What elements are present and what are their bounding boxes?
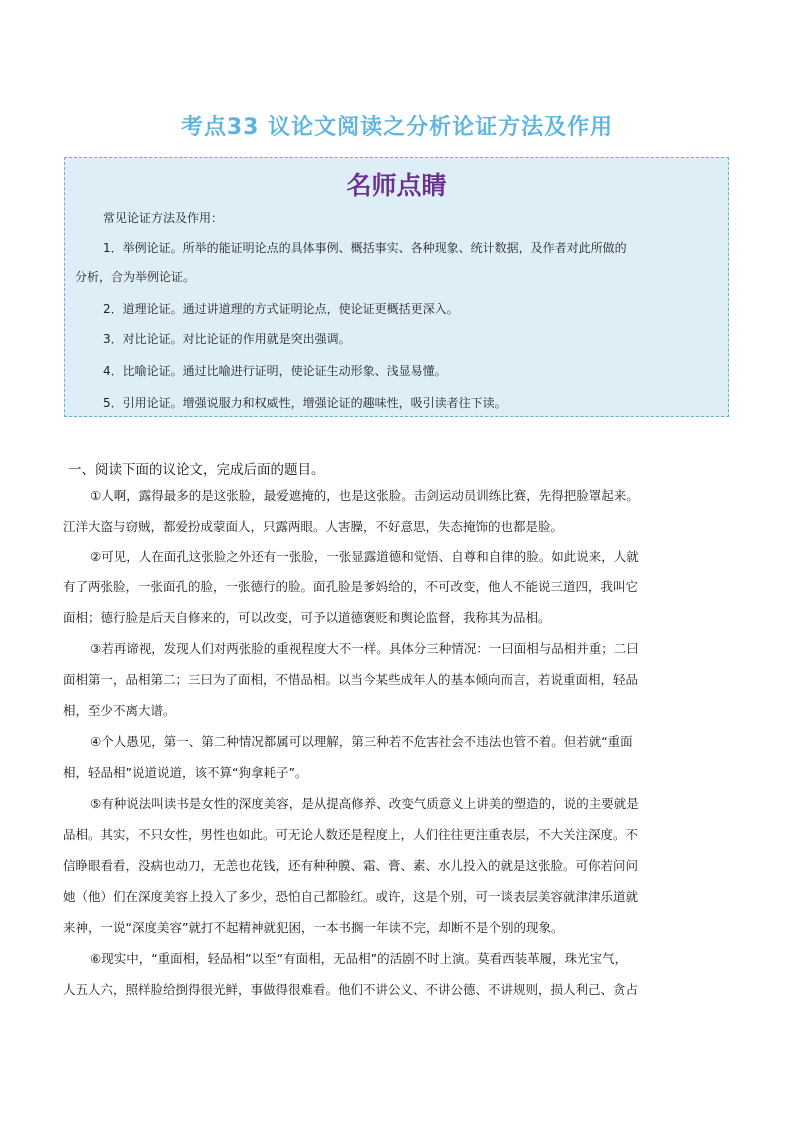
- passage-line: 人五人六，照样脸给捯得很光鲜，事做得很难看。他们不讲公义、不讲公德、不讲规则，损人利己、贪占: [63, 982, 639, 997]
- passage-line: 来神，一说“深度美容”就打不起精神就犯困，一本书搁一年读不完，却断不是个别的现象。: [63, 920, 564, 935]
- tip-line: 分析，合为举例论证。: [75, 270, 196, 284]
- passage-line: 信睁眼看看，没病也动刀，无恙也花钱，还有种种膜、霜、膏、素、水儿投入的就是这张脸。可你若问问: [63, 858, 639, 873]
- passage-line: ①人啊，露得最多的是这张脸，最爱遮掩的，也是这张脸。击剑运动员训练比赛，先得把脸罩起来。: [90, 488, 639, 503]
- passage-line: 有了两张脸，一张面孔的脸，一张德行的脸。面孔脸是爹妈给的，不可改变，他人不能说三道四，我叫它: [63, 579, 639, 594]
- page-title: 考点33 议论文阅读之分析论证方法及作用: [180, 115, 614, 140]
- passage-line: 面相第一，品相第二；三曰为了面相，不惜品相。以当今某些成年人的基本倾向而言，若说重面相，轻品: [63, 672, 639, 687]
- tip-line: 5．引用论证。增强说服力和权威性，增强论证的趣味性，吸引读者往下读。: [103, 396, 507, 410]
- passage-line: 相，轻品相”说道说道，该不算“狗拿耗子”。: [63, 765, 308, 780]
- tip-line: 1．举例论证。所举的能证明论点的具体事例、概括事实、各种现象、统计数据，及作者对此所做的: [103, 241, 627, 255]
- passage-line: ⑥现实中，“重面相，轻品相”以至“有面相，无品相”的活剧不时上演。莫看西装革履，珠光宝气，: [90, 951, 628, 966]
- tip-box: [64, 157, 729, 417]
- tip-line: 常见论证方法及作用：: [103, 211, 224, 225]
- passage-line: 面相；德行脸是后天自修来的，可以改变，可予以道德褒贬和舆论监督，我称其为品相。: [63, 610, 551, 625]
- passage-line: 相，至少不离大谱。: [63, 703, 176, 718]
- passage-line: ⑤有种说法叫读书是女性的深度美容，是从提高修养、改变气质意义上讲美的塑造的，说的主要就是: [90, 796, 639, 811]
- tip-heading: 名师点睛: [346, 171, 447, 200]
- tip-line: 3．对比论证。对比论证的作用就是突出强调。: [103, 332, 351, 346]
- passage-line: ②可见，人在面孔这张脸之外还有一张脸，一张显露道德和觉悟、自尊和自律的脸。如此说来，人就: [90, 549, 639, 564]
- passage-line: ③若再谛视，发现人们对两张脸的重视程度大不一样。具体分三种情况：一曰面相与品相并重；二曰: [90, 641, 639, 656]
- passage-line: 品相。其实，不只女性，男性也如此。可无论人数还是程度上，人们往往更注重表层，不大关注深度。不: [63, 827, 639, 842]
- tip-line: 2．道理论证。通过讲道理的方式证明论点，使论证更概括更深入。: [103, 302, 459, 316]
- tip-line: 4．比喻论证。通过比喻进行证明，使论证生动形象、浅显易懂。: [103, 364, 447, 378]
- passage-line: 江洋大盗与窃贼，都爱扮成蒙面人，只露两眼。人害臊，不好意思，失态掩饰的也都是脸。: [63, 519, 564, 534]
- passage-line: 她（他）们在深度美容上投入了多少，恐怕自己都脸红。或许，这是个别，可一谈表层美容就津津乐道就: [63, 889, 639, 904]
- passage-line: ④个人愚见，第一、第二种情况都属可以理解，第三种若不危害社会不违法也管不着。但若就“重面: [90, 734, 633, 749]
- section-heading: 一、阅读下面的议论文，完成后面的题目。: [68, 462, 325, 478]
